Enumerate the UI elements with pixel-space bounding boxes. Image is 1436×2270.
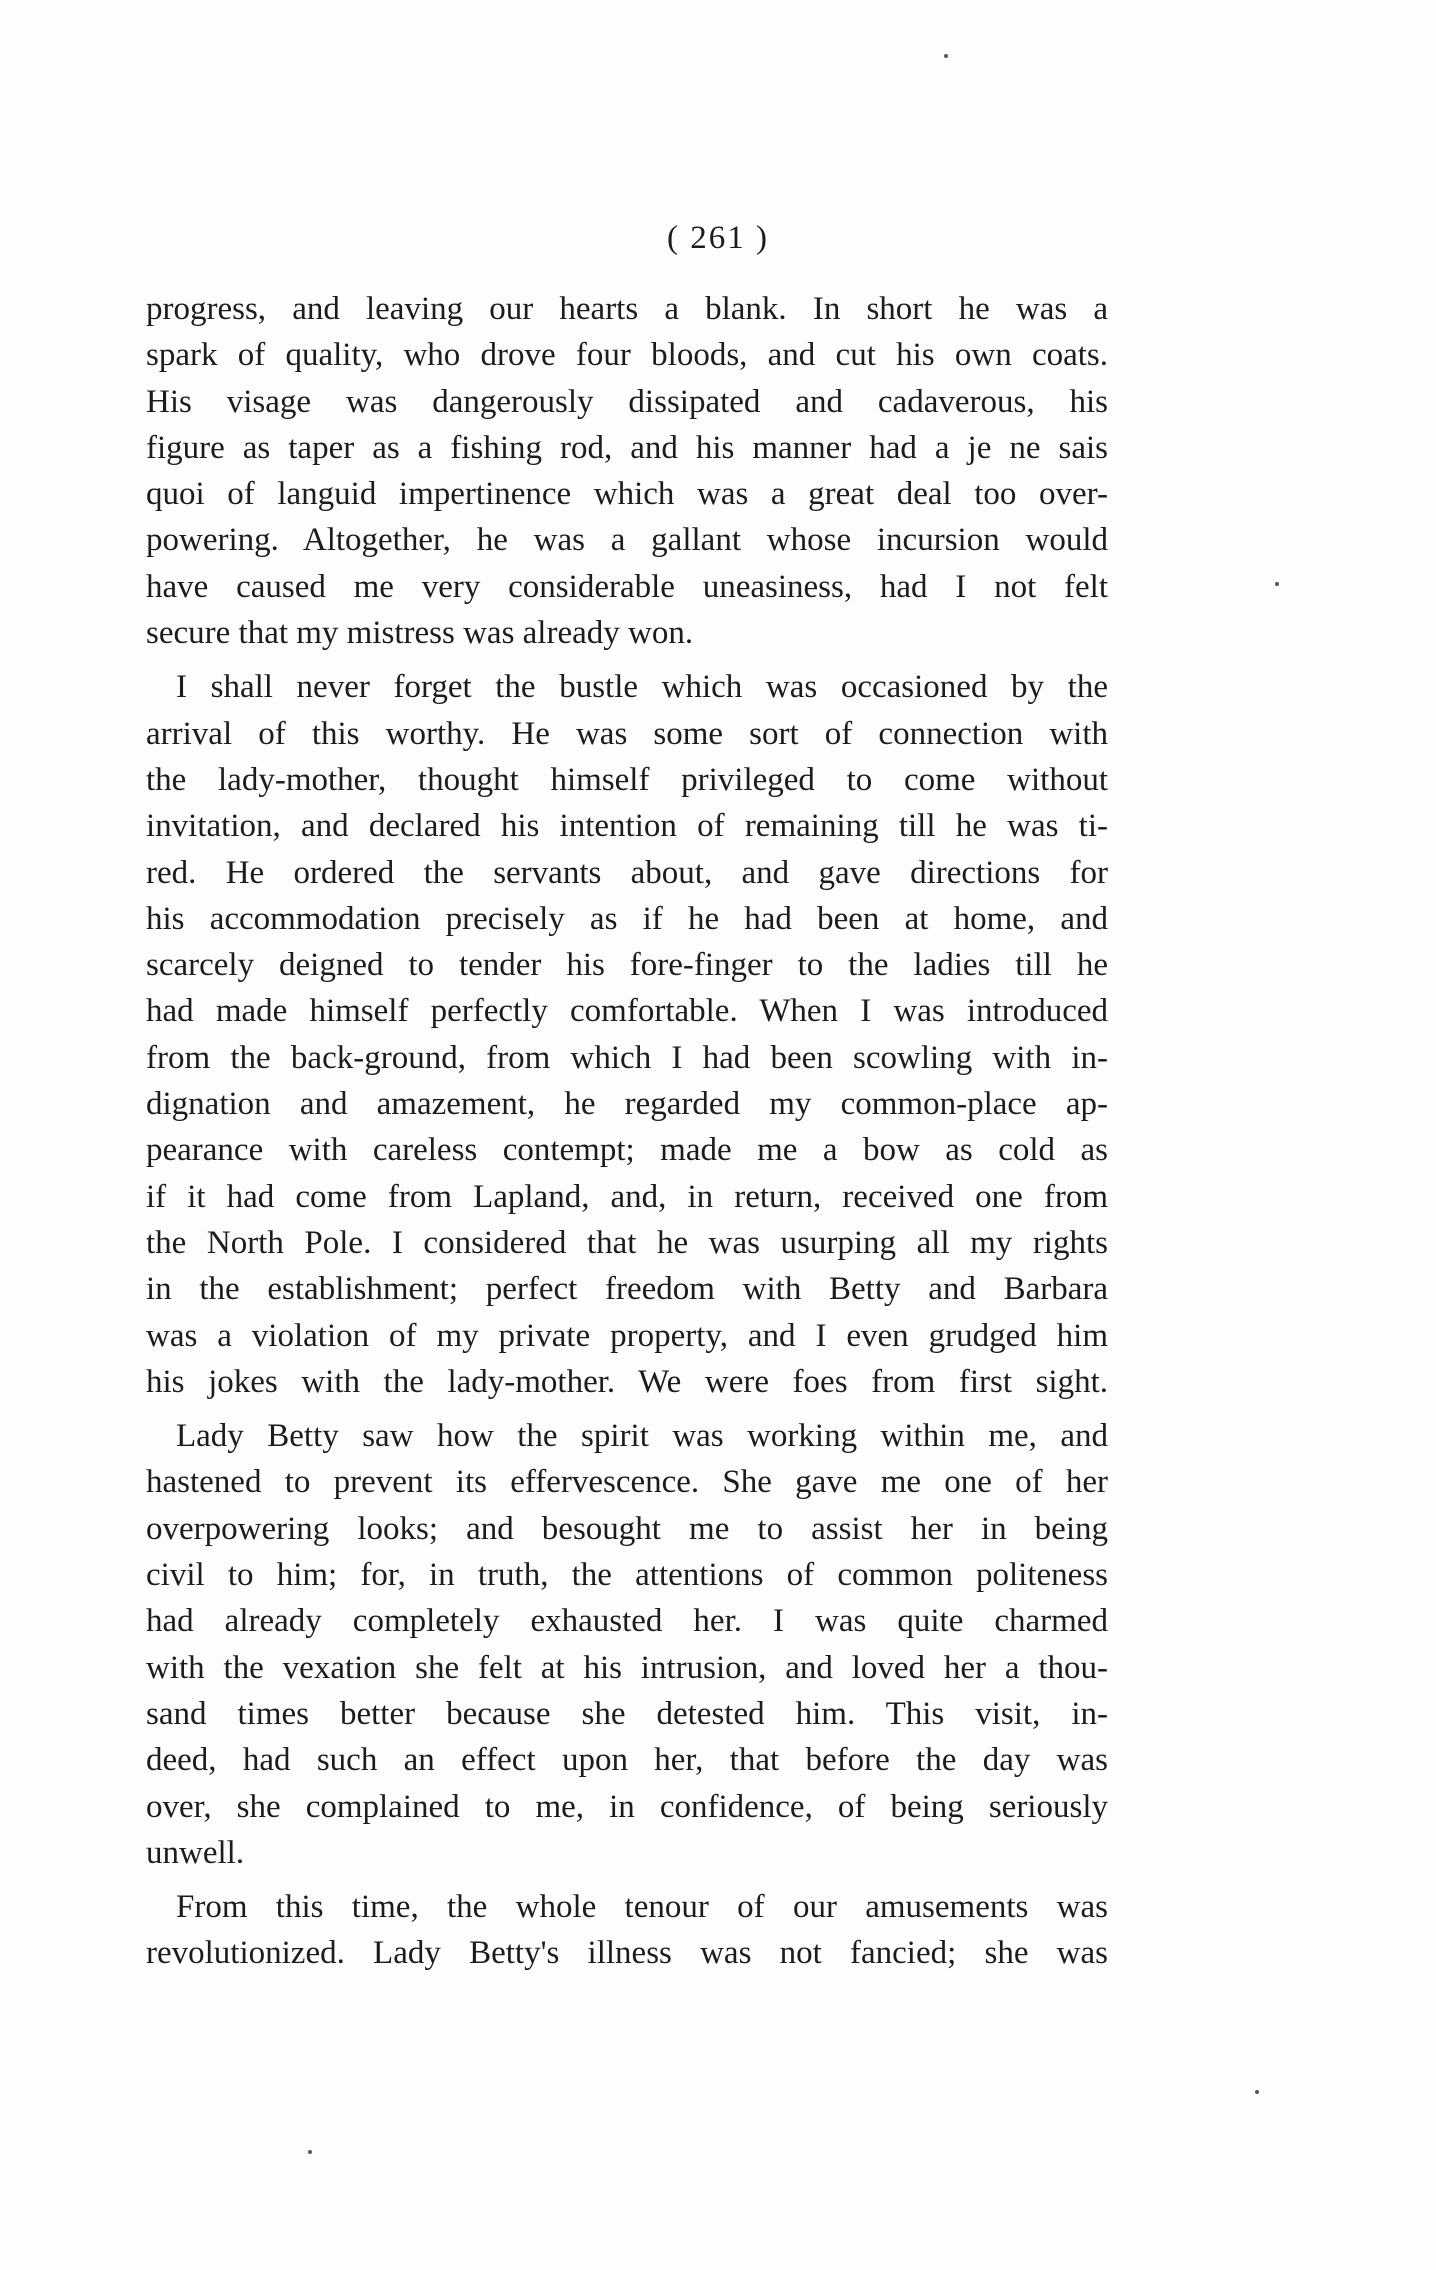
text-line: civil to him; for, in truth, the attentions of common politeness bbox=[146, 1557, 1108, 1594]
paper-speck bbox=[1255, 2090, 1259, 2094]
text-line: I shall never forget the bustle which was occasioned by the bbox=[176, 669, 1108, 706]
text-line: had already completely exhausted her. I was quite charmed bbox=[146, 1603, 1108, 1640]
text-line: have caused me very considerable uneasiness, had I not felt bbox=[146, 568, 1108, 605]
text-line: his jokes with the lady-mother. We were foes from first sight. bbox=[146, 1363, 1108, 1400]
text-line: if it had come from Lapland, and, in return, received one from bbox=[146, 1178, 1108, 1215]
text-line: unwell. bbox=[146, 1834, 245, 1871]
paragraph-4 bbox=[146, 1884, 1108, 1977]
text-line: with the vexation she felt at his intrusion, and loved her a thou- bbox=[146, 1649, 1108, 1686]
text-line: powering. Altogether, he was a gallant whose incursion would bbox=[146, 522, 1108, 559]
text-line: quoi of languid impertinence which was a great deal too over- bbox=[146, 476, 1108, 513]
paragraph-3 bbox=[146, 1413, 1108, 1876]
text-line: dignation and amazement, he regarded my common-place ap- bbox=[146, 1086, 1108, 1123]
text-line: From this time, the whole tenour of our amusements was bbox=[176, 1889, 1108, 1926]
text-line: red. He ordered the servants about, and gave directions for bbox=[146, 854, 1108, 891]
paragraph-1 bbox=[146, 286, 1108, 656]
body-text bbox=[146, 286, 1108, 1977]
text-line: Lady Betty saw how the spirit was working within me, and bbox=[176, 1418, 1108, 1455]
page-number: ( 261 ) bbox=[667, 220, 769, 256]
text-line: arrival of this worthy. He was some sort of connection with bbox=[146, 715, 1108, 752]
text-line: progress, and leaving our hearts a blank. In short he was a bbox=[146, 291, 1108, 327]
text-line: from the back-ground, from which I had been scowling with in- bbox=[146, 1039, 1108, 1076]
text-line: hastened to prevent its effervescence. She gave me one of her bbox=[146, 1464, 1108, 1501]
text-line: was a violation of my private property, and I even grudged him bbox=[146, 1317, 1108, 1354]
text-line: His visage was dangerously dissipated and cadaverous, his bbox=[146, 383, 1108, 420]
text-line: scarcely deigned to tender his fore-finger to the ladies till he bbox=[146, 947, 1108, 984]
text-line: the lady-mother, thought himself privileged to come without bbox=[146, 761, 1108, 798]
text-line: the North Pole. I considered that he was usurping all my rights bbox=[146, 1224, 1108, 1261]
text-line: pearance with careless contempt; made me a bow as cold as bbox=[146, 1132, 1108, 1169]
paragraph-2 bbox=[146, 664, 1108, 1405]
text-line: deed, had such an effect upon her, that before the day was bbox=[146, 1742, 1108, 1779]
text-line: sand times better because she detested him. This visit, in- bbox=[146, 1695, 1108, 1732]
text-line: figure as taper as a fishing rod, and his manner had a je ne sais bbox=[146, 429, 1108, 466]
paper-speck bbox=[308, 2150, 312, 2154]
text-line: spark of quality, who drove four bloods, and cut his own coats. bbox=[146, 337, 1108, 374]
text-line: overpowering looks; and besought me to assist her in being bbox=[146, 1510, 1108, 1547]
text-line: secure that my mistress was already won. bbox=[146, 615, 694, 652]
paper-speck bbox=[944, 54, 948, 58]
text-line: his accommodation precisely as if he had been at home, and bbox=[146, 900, 1108, 937]
text-line: revolutionized. Lady Betty's illness was not fancied; she was bbox=[146, 1935, 1108, 1972]
paper-speck bbox=[1275, 582, 1279, 586]
text-line: had made himself perfectly comfortable. When I was introduced bbox=[146, 993, 1108, 1030]
text-line: in the establishment; perfect freedom with Betty and Barbara bbox=[146, 1271, 1108, 1308]
text-line: invitation, and declared his intention of remaining till he was ti- bbox=[146, 808, 1108, 845]
text-line: over, she complained to me, in confidence, of being seriously bbox=[146, 1788, 1108, 1825]
